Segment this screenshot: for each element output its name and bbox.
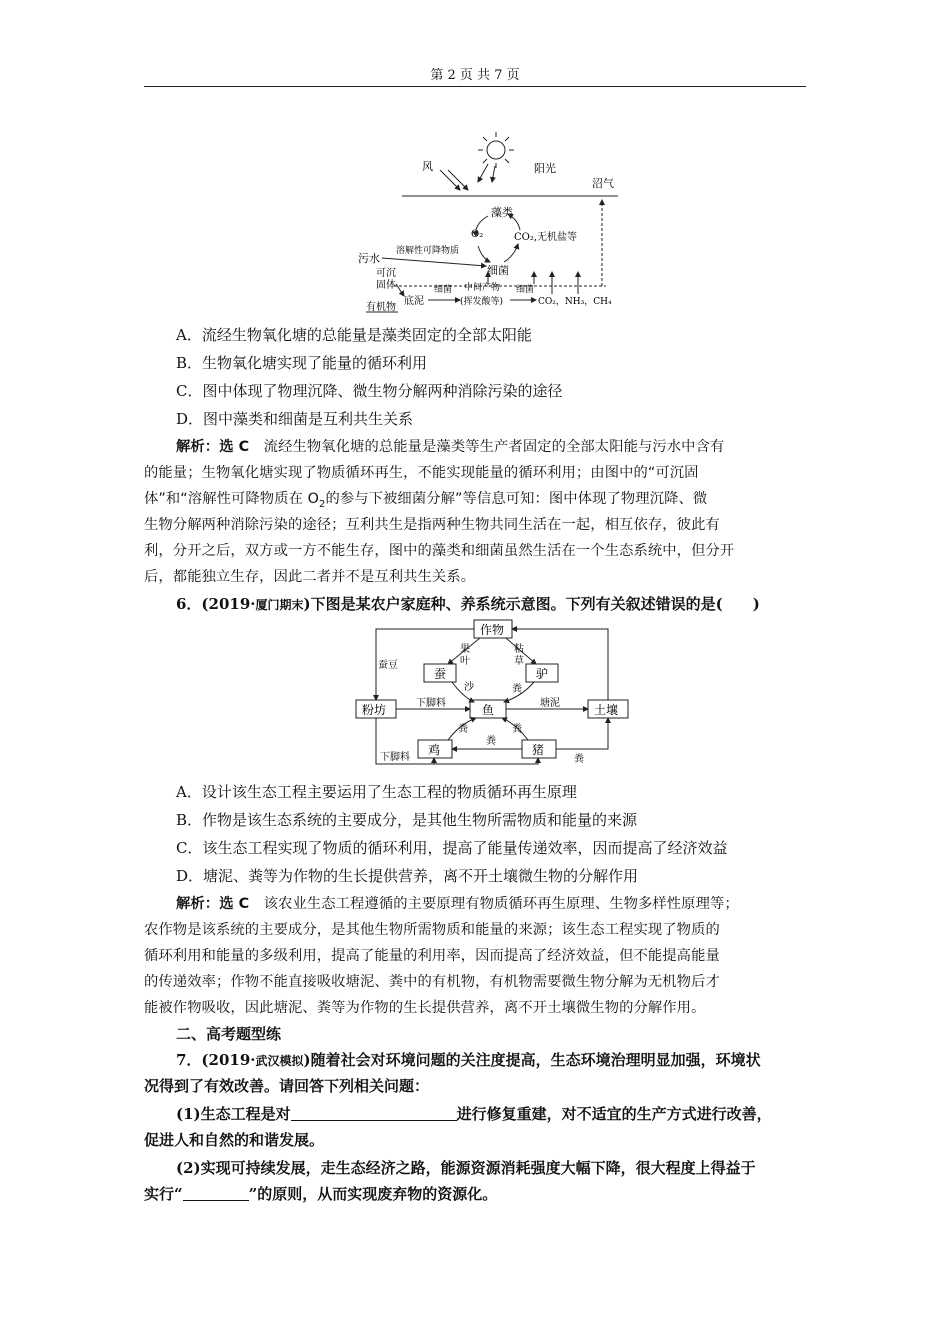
section-title: 二、高考题型练 (176, 1025, 282, 1043)
dung-4: 粪 (512, 724, 522, 735)
starch-mill-label: 粉坊 (362, 703, 387, 717)
pig-label: 猪 (532, 743, 545, 757)
gases-label: CO₂，NH₃，CH₄ (538, 297, 612, 307)
soil-label: 土壤 (594, 703, 619, 717)
q5-analysis-text-3a: 体”和“溶解性可降物质在 O (144, 491, 319, 507)
q6-analysis-line-1 (176, 894, 838, 914)
q5-option-c: C．图中体现了物理沉降、微生物分解两种消除污染的途径 (176, 382, 563, 400)
q5-option-d: D．图中藻类和细菌是互利共生关系 (176, 410, 414, 428)
q5-analysis-line-2: 的能量；生物氧化塘实现了物质循环再生，不能实现能量的循环利用；由图中的“可沉固 (144, 465, 699, 481)
sunlight-label: 阳光 (534, 162, 556, 175)
q5-option-a: A．流经生物氧化塘的总能量是藻类固定的全部太阳能 (176, 326, 532, 344)
q6-option-d: D．塘泥、粪等为作物的生长提供营养，离不开土壤微生物的分解作用 (176, 867, 639, 885)
q7-part2-line-1: (2)实现可持续发展，走生态经济之路，能源资源消耗强度大幅下降，很大程度上得益于 (176, 1159, 756, 1177)
intermediate-label: 中间产物 (464, 283, 501, 293)
q7-p1-text-b: 进行修复重建，对不适宜的生产方式进行改善， (456, 1105, 772, 1123)
silkworm-bean-label: 蚕豆 (378, 660, 398, 671)
q5-analysis-line-4: 生物分解两种消除污染的途径；互利共生是指两种生物共同生活在一起，相互依存，彼此有 (144, 517, 720, 533)
sewage-arrow (382, 258, 486, 266)
leftover-2: 下脚料 (380, 752, 410, 763)
donkey-label: 驴 (536, 667, 549, 681)
q5-analysis-line-6: 后，都能独立生存，因此二者并不是互利共生关系。 (144, 569, 476, 585)
q6-stem (176, 594, 838, 615)
q7-stem-text-1: )随着社会对环境问题的关注度提高，生态环境治理明显加强，环境状 (303, 1051, 761, 1069)
chicken-label: 鸡 (428, 743, 441, 757)
q6-option-a: A．设计该生态工程主要运用了生态工程的物质循环再生原理 (176, 783, 577, 801)
q6-option-b: B．作物是该生态系统的主要成分，是其他生物所需物质和能量的来源 (176, 811, 638, 829)
q5-analysis-text-1: 流经生物氧化塘的总能量是藻类等生产者固定的全部太阳能与污水中含有 (263, 439, 725, 455)
sludge-label: 底泥 (404, 296, 424, 307)
q5-analysis-line-1 (176, 437, 838, 457)
fruit-leaf-2: 叶 (460, 656, 470, 667)
sunlight-rays (478, 164, 495, 182)
co2-label: CO₂,无机盐等 (514, 232, 578, 243)
settleable-label: 可沉 (376, 268, 396, 279)
oxidation-pond-diagram (356, 124, 622, 318)
q5-analysis-line-3 (144, 489, 806, 515)
q5-analysis-sub: 2 (318, 498, 326, 510)
header-rule (144, 86, 806, 87)
bacteria-low1-label: 细菌 (434, 285, 453, 295)
fish-label: 鱼 (482, 703, 495, 717)
q5-option-b: B．生物氧化塘实现了能量的循环利用 (176, 354, 428, 372)
algae-label: 藻类 (491, 206, 513, 219)
q7-blank-2[interactable] (183, 1184, 249, 1201)
q7-stem-line-2: 况得到了有效改善。请回答下列相关问题： (144, 1077, 430, 1095)
q6-analysis-text-1: 该农业生态工程遵循的主要原理有物质循环再生原理、生物多样性原理等； (263, 896, 739, 912)
o2-label: O₂ (471, 229, 484, 240)
organic-label: 有机物 (366, 302, 396, 313)
q6-stem-text: )下图是某农户家庭种、养系统示意图。下列有关叙述错误的是( ) (303, 595, 760, 613)
q7-stem-line-1 (176, 1050, 838, 1071)
dung-3: 粪 (486, 736, 496, 747)
bacteria-low2-label: 细菌 (516, 285, 535, 295)
q6-source: 厦门期末 (255, 598, 304, 612)
sun-icon (478, 132, 514, 168)
sand-label: 沙 (464, 682, 474, 693)
straw-1: 粘 (514, 644, 524, 655)
wind-arrows (440, 170, 468, 190)
bacteria-top-label: 细菌 (487, 264, 509, 277)
q5-analysis-line-5: 利，分开之后，双方或一方不能生存，图中的藻类和细菌虽然生活在一个生态系统中，但分开 (144, 543, 735, 559)
dung-1: 粪 (512, 684, 522, 695)
q6-analysis-line-2: 农作物是该系统的主要成分，是其他生物所需物质和能量的来源；该生态工程实现了物质的 (144, 922, 720, 938)
q5-analysis-label: 解析：选 C (176, 439, 250, 455)
straw-2: 草 (514, 656, 524, 667)
wind-label: 风 (422, 160, 433, 173)
dung-5: 粪 (574, 754, 584, 765)
q6-analysis-line-3: 循环利用和能量的多级利用，提高了能量的利用率，因而提高了经济效益，但不能提高能量 (144, 948, 720, 964)
dung-2: 粪 (458, 724, 468, 735)
q7-number: 7．(2019· (176, 1051, 256, 1069)
q6-number: 6．(2019· (176, 595, 256, 613)
q7-p1-text-a: (1)生态工程是对 (176, 1105, 291, 1123)
cycle-arc-bottom-left (478, 246, 490, 262)
farm-system-diagram (352, 618, 634, 770)
crop-label: 作物 (480, 623, 505, 637)
soluble-label: 溶解性可降物质 (396, 246, 460, 256)
solid-label: 固体 (376, 280, 396, 291)
leftover-1: 下脚料 (416, 698, 446, 709)
q6-option-c: C．该生态工程实现了物质的循环利用，提高了能量传递效率，因而提高了经济效益 (176, 839, 728, 857)
sewage-label: 污水 (358, 252, 380, 265)
q7-part1-line-2: 促进人和自然的和谐发展。 (144, 1131, 325, 1149)
q7-part2-line-2 (144, 1184, 806, 1204)
q5-analysis-text-3b: 的参与下被细菌分解”等信息可知：图中体现了物理沉降、微 (325, 491, 708, 507)
cycle-arc-bottom-right (504, 244, 518, 262)
biogas-label: 沼气 (592, 177, 614, 190)
page-header: 第 2 页 共 7 页 (430, 68, 520, 83)
q6-analysis-line-4: 的传递效率；作物不能直接吸收塘泥、粪中的有机物，有机物需要微生物分解为无机物后才 (144, 974, 720, 990)
silkworm-label: 蚕 (434, 667, 447, 681)
pig-to-soil (556, 718, 608, 749)
q7-p2-text-b: 实行“ (144, 1185, 183, 1203)
q7-blank-1[interactable] (291, 1104, 457, 1121)
pond-mud-label: 塘泥 (540, 698, 560, 709)
q6-analysis-label: 解析：选 C (176, 896, 250, 912)
q7-p2-text-c: ”的原则，从而实现废弃物的资源化。 (248, 1185, 498, 1203)
q7-source: 武汉模拟 (255, 1054, 304, 1068)
q6-analysis-line-5: 能被作物吸收，因此塘泥、粪等为作物的生长提供营养，离不开土壤微生物的分解作用。 (144, 1000, 706, 1016)
fruit-leaf-1: 果 (460, 644, 470, 655)
volatile-acid-label: (挥发酸等) (460, 297, 504, 307)
q7-part1-line-1 (176, 1104, 838, 1124)
